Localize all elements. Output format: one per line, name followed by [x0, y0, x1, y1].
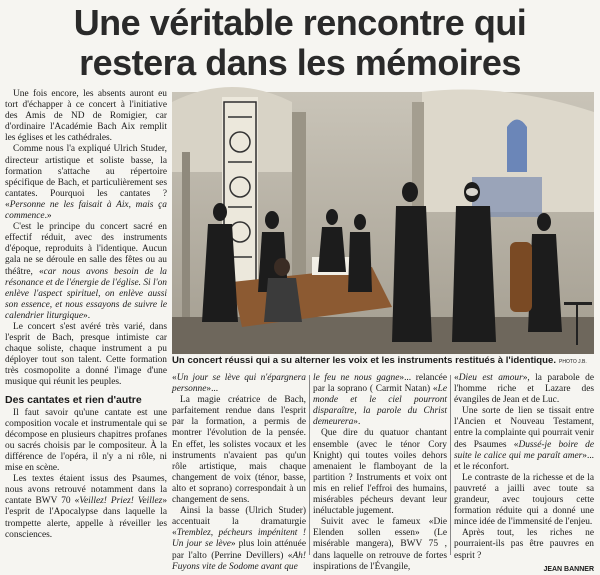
intertitle: Des cantates et rien d'autre [5, 393, 142, 406]
paragraph: La magie créatrice de Bach, parfaitement rendue dans l'esprit par la formation, a permis de montrer l'évolution de la pensée. En effet, les solistes vocaux et les instruments n'avaient pas qu'un rôle artistique, mais chaque changement de voix (ténor, basse, alto et soprano) correspondait à un changement de sens. [172, 395, 306, 506]
photo-caption: Un concert réussi qui a su alterner les voix et les instruments restitués à l'identique. PHOTO J.B. [172, 355, 587, 366]
column-rule [309, 375, 310, 555]
concert-photo-illustration [172, 92, 594, 354]
paragraph: Suivit avec le fameux «Die Elenden sollen essen» (Le misérable mangera), BWV 75 , dans laquelle on retrouve de fortes inspirations de l'Évangile, [313, 517, 447, 572]
paragraph: Que dire du quatuor chantant ensemble (avec le ténor Cory Knight) qui toutes voiles dehors amenaient le flamboyant de la partition ? Instruments et voix ont mis en relief l'effroi des humains, misérables pécheurs devant leur inéluctable jugement. [313, 428, 447, 517]
paragraph: «Dieu est amour», la parabole de l'homme riche et Lazare des évangiles de Jean et de Luc. [454, 373, 594, 406]
article-column-2 [172, 373, 306, 572]
headline-line-2: restera dans les mémoires [79, 42, 521, 83]
paragraph: Le contraste de la richesse et de la pauvreté a jailli avec toute sa grandeur, avec toujours cette formation réduite qui a donné une mince idée de l'immensité de l'enjeu. [454, 472, 594, 528]
article-column-4 [454, 373, 594, 573]
paragraph: Une sorte de lien se tissait entre l'Ancien et Nouveau Testament, entre la complainte qui pourrait venir des Psaumes «Dussé-je boire de suite le calice qui me paraît amer»... et le réconfort. [454, 406, 594, 472]
paragraph: Ainsi la basse (Ulrich Studer) accentuait la dramaturgie «Tremblez, pécheurs impénitent ! Un jour se lève» plus loin atténuée par l'alto (Perrine Devillers) «Ah! Fuyons vite de Sodome avant que [172, 506, 306, 572]
paragraph: Il faut savoir qu'une cantate est une composition vocale et instrumentale qui se décompose en plusieurs chapitres profanes ou sacrés choisis par le compositeur. À la différence de l'opéra, il n'y a ni rôle, ni mise en scène. [5, 407, 167, 474]
article-column-left [5, 89, 167, 555]
headline-line-1: Une véritable rencontre qui [73, 2, 527, 43]
paragraph: Comme nous l'a expliqué Ulrich Studer, directeur artistique et soliste basse, la formation s'attache au répertoire spécifique de Bach, et particulièrement ses cantates. Pourquoi les cantates ? «Personne ne les faisait à Aix, mais ça commence.» [5, 144, 167, 222]
paragraph: C'est le principe du concert sacré en effectif réduit, avec des instruments d'époque, reproduits à l'identique. Aucun gala ne se déroule en salle des fêtes ou au théâtre, «car nous avons besoin de la résonance et de l'énergie de l'église. Si l'on enlève l'aspect spirituel, on enlève aussi son essence, et nous essayons de suivre le calendrier liturgique». [5, 222, 167, 321]
paragraph: Une fois encore, les absents auront eu tort d'échapper à ce concert à l'initiative des Amis de ND de Romigier, car d'ordinaire l'Académie Bach Aix remplit les églises et les cathédrales. [5, 89, 167, 144]
photo-credit: PHOTO J.B. [559, 359, 587, 365]
paragraph: «Un jour se lève qui n'épargnera personne»... [172, 373, 306, 395]
paragraph: Après tout, les riches ne pourraient-ils pas être pauvres en esprit ? [454, 528, 594, 561]
article-column-3 [313, 373, 447, 572]
paragraph: Les textes étaient issus des Psaumes, nous avons retrouvé notamment dans la cantate BWV 70 «Veillez! Priez! Veillez» l'esprit de l'Apocalypse dans laquelle la trompette alerte, appelle à réveiller les consciences. [5, 474, 167, 540]
column-rule [450, 375, 451, 555]
paragraph: Le concert s'est avéré très varié, dans l'esprit de Bach, presque intimiste car chaque soliste, chaque instrument a pu déployer tout son talent. Cette formation très cosmopolite a donné l'image d'une musique qui réunit les peuples. [5, 321, 167, 388]
author-signature: JEAN BANNER [543, 565, 594, 573]
paragraph: le feu ne nous gagne»... relancée par la soprano ( Carmit Natan) «Le monde et le ciel pourront disparaître, la parole du Christ demeurera». [313, 373, 447, 428]
concert-photo [172, 92, 594, 354]
headline [0, 0, 600, 88]
